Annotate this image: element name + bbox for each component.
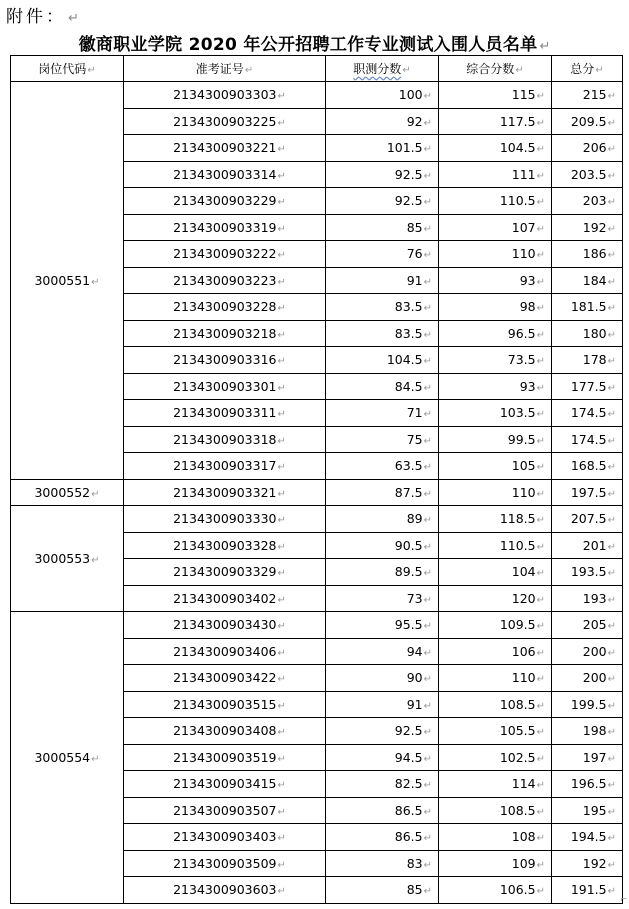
column-header-exam-id: 准考证号↵ [124,56,326,82]
paragraph-mark-icon: ↵ [277,515,286,527]
paragraph-mark-icon: ↵ [536,674,545,686]
paragraph-mark-icon: ↵ [536,382,545,394]
zh-score-cell: 110.5↵ [439,532,552,559]
paragraph-mark-icon: ↵ [536,223,545,235]
zh-score-cell: 111↵ [439,161,552,188]
zh-score-cell: 99.5↵ [439,426,552,453]
zh-score-cell: 108.5↵ [439,797,552,824]
paragraph-mark-icon: ↵ [607,621,616,633]
paragraph-mark-icon: ↵ [277,223,286,235]
zc-score-cell: 85↵ [326,877,439,904]
paragraph-mark-icon: ↵ [277,621,286,633]
total-score-cell: 201↵ [552,532,623,559]
paragraph-mark-icon: ↵ [536,170,545,182]
paragraph-mark-icon: ↵ [536,806,545,818]
zh-score-cell: 110↵ [439,241,552,268]
paragraph-mark-icon: ↵ [607,276,616,288]
paragraph-mark-icon: ↵ [423,647,432,659]
paragraph-mark-icon: ↵ [607,886,616,898]
paragraph-mark-icon: ↵ [536,303,545,315]
paragraph-mark-icon: ↵ [536,435,545,447]
exam-id-cell: 2134300903221↵ [124,135,326,162]
attachment-label: 附件： ↵ [6,7,79,27]
table-row [11,82,623,109]
exam-id-cell: 2134300903311↵ [124,400,326,427]
table-row [11,506,623,533]
zc-score-cell: 83↵ [326,850,439,877]
paragraph-mark-icon: ↵ [536,780,545,792]
zc-score-cell: 71↵ [326,400,439,427]
exam-id-cell: 2134300903328↵ [124,532,326,559]
paragraph-mark-icon: ↵ [277,488,286,500]
paragraph-mark-icon: ↵ [277,700,286,712]
zc-score-cell: 100↵ [326,82,439,109]
zh-score-cell: 96.5↵ [439,320,552,347]
paragraph-mark-icon: ↵ [423,568,432,580]
zh-score-cell: 104↵ [439,559,552,586]
paragraph-mark-icon: ↵ [423,250,432,262]
zh-score-cell: 120↵ [439,585,552,612]
paragraph-mark-icon: ↵ [277,117,286,129]
total-score-cell: 192↵ [552,850,623,877]
paragraph-mark-icon: ↵ [536,462,545,474]
paragraph-mark-icon: ↵ [607,568,616,580]
zh-score-cell: 106.5↵ [439,877,552,904]
paragraph-mark-icon: ↵ [277,409,286,421]
paragraph-mark-icon: ↵ [536,329,545,341]
paragraph-mark-icon: ↵ [607,806,616,818]
exam-id-cell: 2134300903228↵ [124,294,326,321]
exam-id-cell: 2134300903403↵ [124,824,326,851]
zc-score-cell: 90.5↵ [326,532,439,559]
paragraph-mark-icon: ↵ [607,594,616,606]
paragraph-mark-icon: ↵ [277,833,286,845]
zc-score-cell: 85↵ [326,214,439,241]
paragraph-mark-icon: ↵ [536,356,545,368]
total-score-cell: 195↵ [552,797,623,824]
zc-score-cell: 90↵ [326,665,439,692]
zh-score-cell: 73.5↵ [439,347,552,374]
paragraph-mark-icon: ↵ [423,806,432,818]
paragraph-mark-icon: ↵ [423,170,432,182]
exam-id-cell: 2134300903318↵ [124,426,326,453]
paragraph-mark-icon: ↵ [277,170,286,182]
exam-id-cell: 2134300903319↵ [124,214,326,241]
paragraph-mark-icon: ↵ [607,462,616,474]
paragraph-mark-icon: ↵ [607,409,616,421]
paragraph-mark-icon: ↵ [607,753,616,765]
paragraph-mark-icon: ↵ [607,833,616,845]
zc-score-cell: 63.5↵ [326,453,439,480]
zc-score-cell: 101.5↵ [326,135,439,162]
paragraph-mark-icon: ↵ [607,727,616,739]
zc-score-cell: 94.5↵ [326,744,439,771]
total-score-cell: 193.5↵ [552,559,623,586]
total-score-cell: 178↵ [552,347,623,374]
paragraph-mark-icon: ↵ [423,462,432,474]
total-score-cell: 194.5↵ [552,824,623,851]
exam-id-cell: 2134300903321↵ [124,479,326,506]
paragraph-mark-icon: ↵ [536,568,545,580]
zc-score-cell: 92.5↵ [326,718,439,745]
paragraph-mark-icon: ↵ [536,594,545,606]
paragraph-mark-icon: ↵ [423,488,432,500]
zc-score-cell: 92↵ [326,108,439,135]
paragraph-mark-icon: ↵ [515,65,524,76]
zc-score-cell: 91↵ [326,691,439,718]
total-score-cell: 200↵ [552,665,623,692]
table-row [11,479,623,506]
zc-score-cell: 82.5↵ [326,771,439,798]
total-score-cell: 174.5↵ [552,400,623,427]
paragraph-mark-icon: ↵ [423,409,432,421]
paragraph-mark-icon: ↵ [607,647,616,659]
zc-score-cell: 73↵ [326,585,439,612]
exam-id-cell: 2134300903222↵ [124,241,326,268]
paragraph-mark-icon: ↵ [539,39,551,54]
zc-score-cell: 86.5↵ [326,797,439,824]
paragraph-mark-icon: ↵ [607,674,616,686]
paragraph-mark-icon: ↵ [536,833,545,845]
paragraph-mark-icon: ↵ [87,65,96,76]
zh-score-cell: 108↵ [439,824,552,851]
paragraph-mark-icon: ↵ [91,488,100,500]
page-title: 徽商职业学院 2020 年公开招聘工作专业测试入围人员名单 ↵ [78,35,551,55]
paragraph-mark-icon: ↵ [536,91,545,103]
zc-score-cell: 95.5↵ [326,612,439,639]
paragraph-mark-icon: ↵ [423,329,432,341]
paragraph-mark-icon: ↵ [277,250,286,262]
zh-score-cell: 115↵ [439,82,552,109]
paragraph-mark-icon: ↵ [91,276,100,288]
exam-id-cell: 2134300903422↵ [124,665,326,692]
total-score-cell: 205↵ [552,612,623,639]
zh-score-cell: 109.5↵ [439,612,552,639]
paragraph-mark-icon: ↵ [423,435,432,447]
paragraph-mark-icon: ↵ [423,515,432,527]
paragraph-mark-icon: ↵ [536,727,545,739]
zh-score-cell: 108.5↵ [439,691,552,718]
total-score-cell: 197.5↵ [552,479,623,506]
paragraph-mark-icon: ↵ [423,886,432,898]
zc-score-cell: 89.5↵ [326,559,439,586]
exam-id-cell: 2134300903415↵ [124,771,326,798]
paragraph-mark-icon: ↵ [423,833,432,845]
paragraph-mark-icon: ↵ [277,462,286,474]
exam-id-cell: 2134300903402↵ [124,585,326,612]
total-score-cell: 168.5↵ [552,453,623,480]
paragraph-mark-icon: ↵ [423,859,432,871]
paragraph-mark-icon: ↵ [277,382,286,394]
paragraph-mark-icon: ↵ [607,223,616,235]
paragraph-mark-icon: ↵ [607,303,616,315]
exam-id-cell: 2134300903316↵ [124,347,326,374]
zc-score-cell: 83.5↵ [326,320,439,347]
zh-score-cell: 118.5↵ [439,506,552,533]
total-score-cell: 184↵ [552,267,623,294]
paragraph-mark-icon: ↵ [607,515,616,527]
zh-score-cell: 107↵ [439,214,552,241]
paragraph-mark-icon: ↵ [423,197,432,209]
total-score-cell: 203↵ [552,188,623,215]
paragraph-mark-icon: ↵ [277,674,286,686]
paragraph-mark-icon: ↵ [277,541,286,553]
exam-id-cell: 2134300903519↵ [124,744,326,771]
paragraph-mark-icon: ↵ [277,727,286,739]
paragraph-mark-icon: ↵ [607,356,616,368]
total-score-cell: 192↵ [552,214,623,241]
paragraph-mark-icon: ↵ [423,780,432,792]
paragraph-mark-icon: ↵ [536,409,545,421]
paragraph-mark-icon: ↵ [423,303,432,315]
paragraph-mark-icon: ↵ [536,700,545,712]
paragraph-mark-icon: ↵ [277,356,286,368]
paragraph-mark-icon: ↵ [536,753,545,765]
paragraph-mark-icon: ↵ [607,859,616,871]
paragraph-mark-icon: ↵ [423,594,432,606]
table-header-row [11,56,623,82]
total-score-cell: 186↵ [552,241,623,268]
exam-id-cell: 2134300903317↵ [124,453,326,480]
zh-score-cell: 114↵ [439,771,552,798]
zh-score-cell: 106↵ [439,638,552,665]
exam-id-cell: 2134300903329↵ [124,559,326,586]
position-code-cell: 3000553↵ [11,506,124,612]
total-score-cell: 191.5↵ [552,877,623,904]
total-score-cell: 193↵ [552,585,623,612]
paragraph-mark-icon: ↵ [607,382,616,394]
column-header-zc-score: 职测分数↵ [326,56,439,82]
total-score-cell: 207.5↵ [552,506,623,533]
paragraph-mark-icon: ↵ [423,621,432,633]
exam-id-cell: 2134300903515↵ [124,691,326,718]
paragraph-mark-icon: ↵ [536,276,545,288]
paragraph-mark-icon: ↵ [536,515,545,527]
zh-score-cell: 93↵ [439,267,552,294]
paragraph-mark-icon: ↵ [536,250,545,262]
paragraph-mark-icon: ↵ [423,117,432,129]
table-row [11,612,623,639]
paragraph-mark-icon: ↵ [423,91,432,103]
zh-score-cell: 102.5↵ [439,744,552,771]
results-table [10,55,623,904]
column-header-total: 总分↵ [552,56,623,82]
paragraph-mark-icon: ↵ [607,700,616,712]
paragraph-mark-icon: ↵ [277,886,286,898]
paragraph-mark-icon: ↵ [277,594,286,606]
paragraph-mark-icon: ↵ [607,329,616,341]
total-score-cell: 180↵ [552,320,623,347]
paragraph-mark-icon: ↵ [607,541,616,553]
paragraph-mark-icon: ↵ [244,65,254,76]
zh-score-cell: 110↵ [439,479,552,506]
paragraph-mark-icon: ↵ [607,117,616,129]
paragraph-mark-icon: ↵ [536,541,545,553]
paragraph-mark-icon: ↵ [536,886,545,898]
paragraph-mark-icon: ↵ [423,223,432,235]
position-code-cell: 3000554↵ [11,612,124,904]
exam-id-cell: 2134300903330↵ [124,506,326,533]
paragraph-mark-icon: ↵ [536,144,545,156]
paragraph-mark-icon: ↵ [277,329,286,341]
zc-score-cell: 87.5↵ [326,479,439,506]
total-score-cell: 206↵ [552,135,623,162]
paragraph-mark-icon: ↵ [277,303,286,315]
zc-score-cell: 89↵ [326,506,439,533]
exam-id-cell: 2134300903509↵ [124,850,326,877]
paragraph-mark-icon: ↵ [423,753,432,765]
paragraph-mark-icon: ↵ [423,276,432,288]
total-score-cell: 215↵ [552,82,623,109]
exam-id-cell: 2134300903303↵ [124,82,326,109]
paragraph-mark-icon: ↵ [277,144,286,156]
paragraph-mark-icon: ↵ [423,356,432,368]
exam-id-cell: 2134300903603↵ [124,877,326,904]
exam-id-cell: 2134300903314↵ [124,161,326,188]
zc-score-cell: 86.5↵ [326,824,439,851]
zh-score-cell: 117.5↵ [439,108,552,135]
zc-score-cell: 94↵ [326,638,439,665]
zh-score-cell: 105.5↵ [439,718,552,745]
paragraph-mark-icon: ↵ [91,753,100,765]
paragraph-mark-icon: ↵ [277,276,286,288]
total-score-cell: 181.5↵ [552,294,623,321]
paragraph-mark-icon: ↵ [277,780,286,792]
total-score-cell: 174.5↵ [552,426,623,453]
paragraph-mark-icon: ↵ [536,488,545,500]
total-score-cell: 197↵ [552,744,623,771]
column-header-code: 岗位代码↵ [11,56,124,82]
zh-score-cell: 98↵ [439,294,552,321]
paragraph-mark-icon: ↵ [607,197,616,209]
position-code-cell: 3000552↵ [11,479,124,506]
paragraph-mark-icon: ↵ [595,65,604,76]
paragraph-mark-icon: ↵ [277,91,286,103]
zc-score-cell: 92.5↵ [326,188,439,215]
paragraph-mark-icon: ↵ [607,488,616,500]
zc-score-cell: 76↵ [326,241,439,268]
column-header-zh-score: 综合分数↵ [439,56,552,82]
total-score-cell: 200↵ [552,638,623,665]
zc-score-cell: 104.5↵ [326,347,439,374]
exam-id-cell: 2134300903301↵ [124,373,326,400]
paragraph-mark-icon: ↵ [91,555,100,566]
exam-id-cell: 2134300903430↵ [124,612,326,639]
zc-score-cell: 91↵ [326,267,439,294]
zc-score-cell: 75↵ [326,426,439,453]
exam-id-cell: 2134300903229↵ [124,188,326,215]
paragraph-mark-icon: ↵ [536,647,545,659]
paragraph-mark-icon: ↵ [277,806,286,818]
paragraph-mark-icon: ↵ [423,382,432,394]
exam-id-cell: 2134300903218↵ [124,320,326,347]
zc-score-cell: 84.5↵ [326,373,439,400]
paragraph-mark-icon: ↵ [277,568,286,580]
paragraph-mark-icon: ↵ [402,65,411,76]
exam-id-cell: 2134300903225↵ [124,108,326,135]
zc-score-cell: 83.5↵ [326,294,439,321]
zh-score-cell: 110.5↵ [439,188,552,215]
position-code-cell: 3000551↵ [11,82,124,480]
zh-score-cell: 109↵ [439,850,552,877]
exam-id-cell: 2134300903507↵ [124,797,326,824]
paragraph-mark-icon: ↵ [536,621,545,633]
paragraph-mark-icon: ↵ [536,197,545,209]
paragraph-mark-icon: ↵ [277,753,286,765]
paragraph-mark-icon: ↵ [607,435,616,447]
total-score-cell: 196.5↵ [552,771,623,798]
end-mark-icon: ⌐ [620,895,628,905]
paragraph-mark-icon: ↵ [607,170,616,182]
paragraph-mark-icon: ↵ [607,250,616,262]
total-score-cell: 198↵ [552,718,623,745]
paragraph-mark-icon: ↵ [277,197,286,209]
total-score-cell: 209.5↵ [552,108,623,135]
zh-score-cell: 103.5↵ [439,400,552,427]
paragraph-mark-icon: ↵ [277,647,286,659]
paragraph-mark-icon: ↵ [277,435,286,447]
paragraph-mark-icon: ↵ [423,674,432,686]
zh-score-cell: 110↵ [439,665,552,692]
paragraph-mark-icon: ↵ [68,11,79,26]
paragraph-mark-icon: ↵ [423,541,432,553]
zh-score-cell: 93↵ [439,373,552,400]
paragraph-mark-icon: ↵ [277,859,286,871]
paragraph-mark-icon: ↵ [607,780,616,792]
paragraph-mark-icon: ↵ [536,117,545,129]
zh-score-cell: 104.5↵ [439,135,552,162]
paragraph-mark-icon: ↵ [423,700,432,712]
total-score-cell: 203.5↵ [552,161,623,188]
zc-score-cell: 92.5↵ [326,161,439,188]
total-score-cell: 199.5↵ [552,691,623,718]
paragraph-mark-icon: ↵ [423,727,432,739]
exam-id-cell: 2134300903223↵ [124,267,326,294]
paragraph-mark-icon: ↵ [607,91,616,103]
exam-id-cell: 2134300903406↵ [124,638,326,665]
paragraph-mark-icon: ↵ [423,144,432,156]
exam-id-cell: 2134300903408↵ [124,718,326,745]
zh-score-cell: 105↵ [439,453,552,480]
paragraph-mark-icon: ↵ [536,859,545,871]
total-score-cell: 177.5↵ [552,373,623,400]
paragraph-mark-icon: ↵ [607,144,616,156]
